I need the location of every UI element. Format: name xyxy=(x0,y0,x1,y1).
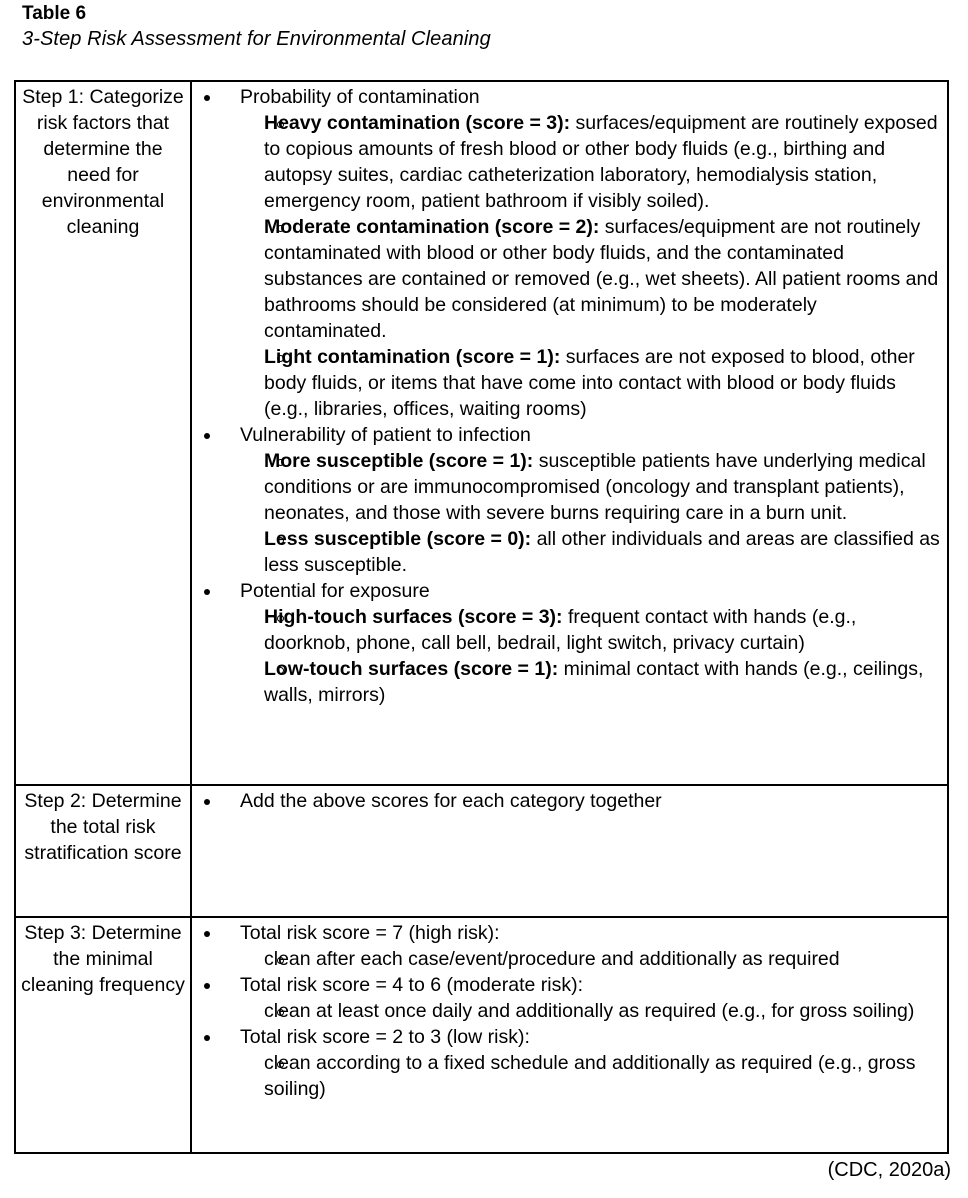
category-label: Potential for exposure xyxy=(240,580,430,602)
bullet-icon xyxy=(204,799,210,805)
risk-assessment-table xyxy=(14,80,949,1154)
score-description: all other individuals and areas are classified as less susceptible. xyxy=(264,528,940,576)
score-description: surfaces/equipment are not routinely contaminated with blood or other body fluids, and the contaminated substances are contained or removed (e.g., wet sheets). All patient rooms and bathrooms should be considered (at minimum) to be moderately contaminated. xyxy=(264,216,939,342)
hollow-bullet-icon xyxy=(277,615,284,622)
cleaning-frequency-text: clean after each case/event/procedure and additionally as required xyxy=(264,948,840,970)
sub-list-item xyxy=(192,604,941,656)
list-item xyxy=(192,788,941,814)
sub-list xyxy=(240,604,941,708)
list-item xyxy=(192,578,941,708)
sub-list-item xyxy=(192,946,941,972)
table-row-step-2 xyxy=(15,785,948,917)
sub-list-item xyxy=(192,526,941,578)
hollow-bullet-icon xyxy=(277,957,284,964)
sub-list-item xyxy=(192,448,941,526)
table-row-step-3 xyxy=(15,917,948,1153)
table-label: Table 6 xyxy=(22,3,87,24)
cleaning-frequency-text: clean at least once daily and additionally as required (e.g., for gross soiling) xyxy=(264,1000,915,1022)
score-term: Light contamination (score = 1): xyxy=(264,346,561,368)
score-description: surfaces/equipment are routinely exposed to copious amounts of fresh blood or other body fluids (e.g., birthing and autopsy suites, cardiac catheterization laboratory, hemodialysis station, emergency room, patient bathroom if visibly soiled). xyxy=(264,112,938,212)
bullet-icon xyxy=(204,1035,210,1041)
step-1-label: Step 1: Categorize risk factors that determine the need for environmental cleaning xyxy=(15,81,191,785)
sub-list-item xyxy=(192,344,941,422)
sub-list-item xyxy=(192,214,941,344)
sub-list-item xyxy=(192,998,941,1024)
bullet-icon xyxy=(204,931,210,937)
sub-list xyxy=(240,946,941,972)
risk-level-label: Total risk score = 2 to 3 (low risk): xyxy=(240,1026,530,1048)
hollow-bullet-icon xyxy=(277,537,284,544)
bullet-icon xyxy=(204,589,210,595)
step-1-content xyxy=(191,81,948,785)
sub-list-item xyxy=(192,1050,941,1102)
bullet-icon xyxy=(204,983,210,989)
score-term: Heavy contamination (score = 3): xyxy=(264,112,571,134)
score-description: frequent contact with hands (e.g., doorknob, phone, call bell, bedrail, light switch, privacy curtain) xyxy=(264,606,857,654)
step-2-list xyxy=(192,788,941,814)
hollow-bullet-icon xyxy=(277,121,284,128)
sub-list-item xyxy=(192,110,941,214)
list-item xyxy=(192,84,941,422)
hollow-bullet-icon xyxy=(277,667,284,674)
list-item xyxy=(192,1024,941,1102)
category-label: Vulnerability of patient to infection xyxy=(240,424,531,446)
list-item xyxy=(192,422,941,578)
step-3-content xyxy=(191,917,948,1153)
sub-list xyxy=(240,998,941,1024)
sub-list xyxy=(240,110,941,422)
list-item xyxy=(192,972,941,1024)
sub-list xyxy=(240,448,941,578)
hollow-bullet-icon xyxy=(277,1061,284,1068)
table-title: 3-Step Risk Assessment for Environmental Cleaning xyxy=(22,28,491,50)
hollow-bullet-icon xyxy=(277,355,284,362)
step-2-label: Step 2: Determine the total risk stratification score xyxy=(15,785,191,917)
list-item xyxy=(192,920,941,972)
cleaning-frequency-text: clean according to a fixed schedule and additionally as required (e.g., gross soiling) xyxy=(264,1052,916,1100)
instruction-text: Add the above scores for each category together xyxy=(240,790,662,812)
score-description: surfaces are not exposed to blood, other body fluids, or items that have come into contact with blood or body fluids (e.g., libraries, offices, waiting rooms) xyxy=(264,346,915,420)
score-term: Moderate contamination (score = 2): xyxy=(264,216,600,238)
score-term: Less susceptible (score = 0): xyxy=(264,528,532,550)
table-row-step-1 xyxy=(15,81,948,785)
step-3-list xyxy=(192,920,941,1102)
category-label: Probability of contamination xyxy=(240,86,480,108)
score-term: More susceptible (score = 1): xyxy=(264,450,534,472)
sub-list-item xyxy=(192,656,941,708)
step-2-content xyxy=(191,785,948,917)
score-term: Low-touch surfaces (score = 1): xyxy=(264,658,559,680)
step-1-list xyxy=(192,84,941,708)
score-term: High-touch surfaces (score = 3): xyxy=(264,606,563,628)
bullet-icon xyxy=(204,433,210,439)
step-3-label: Step 3: Determine the minimal cleaning frequency xyxy=(15,917,191,1153)
hollow-bullet-icon xyxy=(277,1009,284,1016)
hollow-bullet-icon xyxy=(277,225,284,232)
score-description: minimal contact with hands (e.g., ceilings, walls, mirrors) xyxy=(264,658,924,706)
hollow-bullet-icon xyxy=(277,459,284,466)
sub-list xyxy=(240,1050,941,1102)
citation: (CDC, 2020a) xyxy=(827,1159,951,1181)
bullet-icon xyxy=(204,95,210,101)
risk-level-label: Total risk score = 4 to 6 (moderate risk): xyxy=(240,974,583,996)
risk-level-label: Total risk score = 7 (high risk): xyxy=(240,922,500,944)
score-description: susceptible patients have underlying medical conditions or are immunocompromised (oncology and transplant patients), neonates, and those with severe burns requiring care in a burn unit. xyxy=(264,450,926,524)
